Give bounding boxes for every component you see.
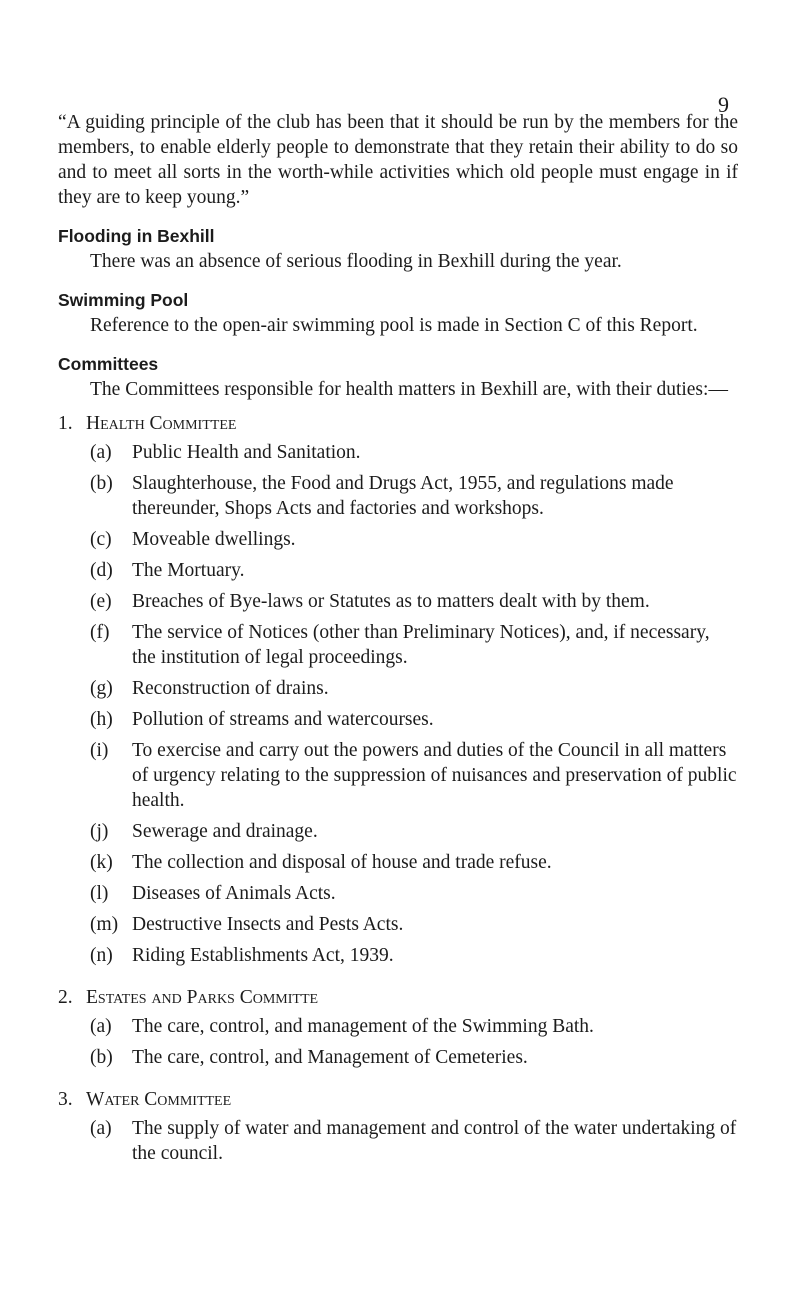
- list-item: [90, 912, 738, 937]
- list-item: [90, 471, 738, 521]
- paragraph-swimming-pool: Reference to the open-air swimming pool is made in Section C of this Report.: [90, 315, 698, 336]
- committee-number: 2.: [58, 987, 73, 1008]
- committee-name: Estates and Parks Committe: [86, 987, 319, 1008]
- item-mark: (b): [90, 1047, 113, 1068]
- item-mark: (g): [90, 678, 113, 699]
- item-text: The service of Notices (other than Preliminary Notices), and, if necessary, the institution of legal proceedings.: [132, 622, 710, 668]
- heading-committees: Committees: [58, 354, 159, 374]
- list-item: [90, 819, 738, 844]
- item-text: The care, control, and management of the Swimming Bath.: [132, 1016, 594, 1037]
- committee-title-estates-and-parks: [58, 985, 738, 1010]
- heading-flooding: Flooding in Bexhill: [58, 226, 215, 246]
- item-mark: (i): [90, 740, 109, 761]
- page-number: 9: [718, 92, 729, 117]
- item-mark: (a): [90, 1016, 112, 1037]
- intro-quote: “A guiding principle of the club has been that it should be run by the members for the members, to enable elderly people to demonstrate that they retain their ability to do so and to meet all sorts in the worth-while activities which old people must engage in if they are to keep young.”: [58, 112, 738, 208]
- item-mark: (b): [90, 473, 113, 494]
- item-mark: (c): [90, 529, 112, 550]
- list-item: [90, 738, 738, 813]
- committee-title-health: [58, 411, 738, 436]
- item-text: Diseases of Animals Acts.: [132, 883, 336, 904]
- duty-list-water: [90, 1116, 738, 1166]
- paragraph-flooding: There was an absence of serious flooding in Bexhill during the year.: [90, 251, 622, 272]
- item-text: The supply of water and management and control of the water undertaking of the council.: [132, 1118, 737, 1164]
- item-mark: (l): [90, 883, 109, 904]
- item-text: Riding Establishments Act, 1939.: [132, 945, 394, 966]
- committee-name: Health Committee: [86, 413, 237, 434]
- paragraph-committees: The Committees responsible for health matters in Bexhill are, with their duties:—: [90, 379, 728, 400]
- item-mark: (j): [90, 821, 109, 842]
- list-item: [90, 620, 738, 670]
- item-mark: (k): [90, 852, 113, 873]
- item-mark: (f): [90, 622, 110, 643]
- list-item: [90, 881, 738, 906]
- item-mark: (h): [90, 709, 113, 730]
- item-text: The care, control, and Management of Cemeteries.: [132, 1047, 528, 1068]
- item-text: Reconstruction of drains.: [132, 678, 329, 699]
- list-item: [90, 589, 738, 614]
- item-mark: (n): [90, 945, 113, 966]
- item-text: Pollution of streams and watercourses.: [132, 709, 434, 730]
- heading-swimming-pool: Swimming Pool: [58, 290, 189, 310]
- duty-list-estates-and-parks: [90, 1014, 738, 1070]
- list-item: [90, 850, 738, 875]
- item-text: The collection and disposal of house and trade refuse.: [132, 852, 552, 873]
- list-item: [90, 943, 738, 968]
- list-item: [90, 1045, 738, 1070]
- list-item: [90, 1116, 738, 1166]
- committee-title-water: [58, 1087, 738, 1112]
- committee-number: 1.: [58, 413, 73, 434]
- list-item: [90, 676, 738, 701]
- item-mark: (e): [90, 591, 112, 612]
- committee-name: Water Committee: [86, 1089, 232, 1110]
- item-mark: (d): [90, 560, 113, 581]
- item-mark: (m): [90, 914, 119, 935]
- item-text: Sewerage and drainage.: [132, 821, 318, 842]
- item-text: The Mortuary.: [132, 560, 245, 581]
- item-mark: (a): [90, 1118, 112, 1139]
- item-text: Breaches of Bye-laws or Statutes as to matters dealt with by them.: [132, 591, 650, 612]
- item-text: Destructive Insects and Pests Acts.: [132, 914, 404, 935]
- page-body: [58, 110, 738, 1172]
- list-item: [90, 1014, 738, 1039]
- duty-list-health: [90, 440, 738, 968]
- list-item: [90, 527, 738, 552]
- committee-number: 3.: [58, 1089, 73, 1110]
- list-item: [90, 707, 738, 732]
- list-item: [90, 558, 738, 583]
- list-item: [90, 440, 738, 465]
- item-text: Public Health and Sanitation.: [132, 442, 361, 463]
- item-text: Slaughterhouse, the Food and Drugs Act, 1955, and regulations made thereunder, Shops Acts and factories and workshops.: [132, 473, 674, 519]
- item-text: Moveable dwellings.: [132, 529, 296, 550]
- item-mark: (a): [90, 442, 112, 463]
- item-text: To exercise and carry out the powers and duties of the Council in all matters of urgency relating to the suppression of nuisances and preservation of public health.: [132, 740, 737, 811]
